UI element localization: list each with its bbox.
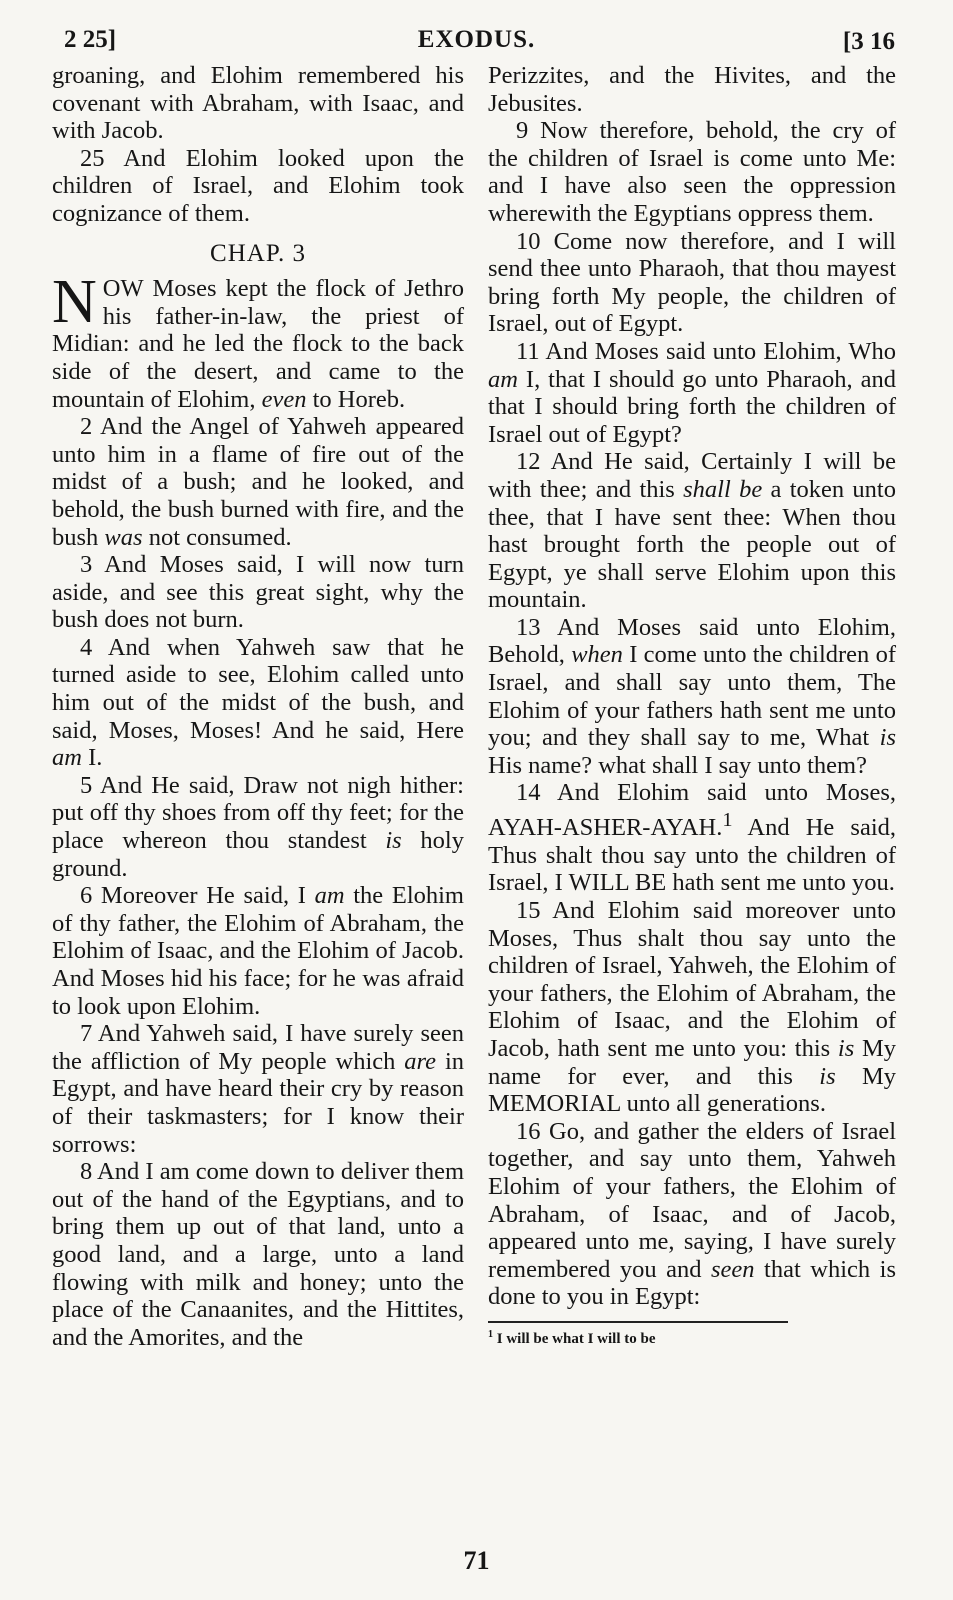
verse-7-italic: are	[404, 1047, 437, 1075]
divine-name: AYAH-ASHER-AYAH.	[488, 814, 723, 842]
chapter-heading: CHAP. 3	[210, 239, 306, 267]
verse-5-text: 5 And He said, Draw not nigh hither: put off thy shoes from off thy feet; for the place whereon thou standest	[52, 771, 464, 855]
verse-15-italic-2: is	[819, 1062, 836, 1090]
continuation-text: groaning, and Elohim remembered his covenant with Abraham, with Isaac, and with Jacob.	[52, 62, 464, 145]
verse-14	[488, 779, 896, 897]
verse-6	[52, 882, 464, 1020]
verse-1-text: Moses kept the flock of Jethro his father-in-law, the priest of Midian: and he led the flock to the back side of the desert, and came to the mountain of Elohim,	[52, 275, 464, 413]
verse-15-end: My MEMORIAL unto all generations.	[488, 1062, 896, 1118]
header-book-title: EXODUS.	[417, 26, 536, 53]
verse-2	[52, 413, 464, 551]
verse-4-text: 4 And when Yahweh saw that he turned aside to see, Elohim called unto him out of the midst of the bush, and said, Moses, Moses! And he said, Here	[52, 633, 464, 744]
verse-13-italic-2: is	[879, 724, 896, 752]
verse-12-text: 12 And He said, Certainly I will be with thee; and this	[488, 448, 896, 503]
verse-14-end: And He said, Thus shalt thou say unto the children of Israel, I WILL BE hath sent me unto you.	[488, 814, 896, 897]
verse-1-caps: OW	[102, 275, 144, 303]
verse-16-end: that which is done to you in Egypt:	[488, 1255, 896, 1311]
verse-11-text: 11 And Moses said unto Elohim, Who	[516, 337, 896, 365]
verse-5	[52, 772, 464, 882]
verse-4-italic: am	[52, 744, 82, 772]
verse-11	[488, 338, 896, 448]
verse-2-end: not consumed.	[142, 523, 292, 551]
verse-7-text: 7 And Yahweh said, I have surely seen the affliction of My people which	[52, 1020, 464, 1075]
verse-25: 25 And Elohim looked upon the children of Israel, and Elohim took cognizance of them.	[52, 144, 464, 227]
verse-4	[52, 634, 464, 772]
verse-6-text: 6 Moreover He said, I	[80, 882, 315, 910]
verse-1-italic: even	[261, 385, 307, 413]
verse-11-end: I, that I should go unto Pharaoh, and that I should bring forth the children of Israel out of Egypt?	[488, 365, 896, 448]
verse-13-text: 13 And Moses said unto Elohim, Behold,	[488, 613, 896, 669]
footnote-number: 1	[488, 1328, 493, 1340]
verse-16	[488, 1118, 896, 1311]
running-header	[0, 22, 953, 62]
page-number: 71	[463, 1546, 490, 1575]
continuation-text-right: Perizzites, and the Hivites, and the Jebusites.	[488, 62, 896, 117]
verse-4-end: I.	[81, 744, 103, 772]
verse-9: 9 Now therefore, behold, the cry of the children of Israel is come unto Me: and I have also seen the oppression wherewith the Egyptians oppress them.	[488, 117, 896, 227]
verse-5-end: holy ground.	[52, 827, 464, 882]
verse-6-end: the Elohim of thy father, the Elohim of Abraham, the Elohim of Isaac, and the Elohim of Jacob. And Moses hid his face; for he was afraid to look upon Elohim.	[52, 882, 464, 1020]
verse-3: 3 And Moses said, I will now turn aside, and see this great sight, why the bush does not burn.	[52, 551, 464, 634]
verse-1-end: to Horeb.	[306, 385, 406, 413]
verse-2-italic: was	[104, 523, 143, 551]
right-column	[488, 62, 896, 1349]
verse-8: 8 And I am come down to deliver them out of the hand of the Egyptians, and to bring them up out of that land, unto a good land, and a large, unto a land flowing with milk and honey; unto the place of the Canaanites, and the Hittites, and the Amorites, and the	[52, 1158, 464, 1351]
verse-15	[488, 897, 896, 1118]
verse-6-italic: am	[314, 882, 345, 910]
footnote-text: I will be what I will to be	[493, 1330, 656, 1347]
footnote-marker[interactable]: 1	[722, 809, 733, 832]
verse-15-mid: My name for ever, and this	[488, 1034, 896, 1090]
verse-12	[488, 448, 896, 614]
verse-15-italic-1: is	[837, 1034, 855, 1062]
verse-13	[488, 614, 896, 780]
verse-15-text: 15 And Elohim said moreover unto Moses, Thus shalt thou say unto the children of Israel, Yahweh, the Elohim of your fathers, the Elohim of Abraham, the Elohim of Isaac, and the Elohim of Jacob, hath sent me unto you: this	[488, 896, 896, 1062]
verse-1	[52, 268, 464, 413]
header-chapter-verse-start: 2 25]	[64, 26, 117, 53]
verse-13-end: His name? what shall I say unto them?	[488, 751, 867, 779]
verse-7	[52, 1020, 464, 1158]
verse-2-text: 2 And the Angel of Yahweh appeared unto him in a flame of fire out of the midst of a bush; and he looked, and behold, the bush burned with fire, and the bush	[52, 413, 464, 551]
verse-7-end: in Egypt, and have heard their cry by reason of their taskmasters; for I know their sorrows:	[52, 1047, 465, 1158]
drop-cap: N	[52, 268, 97, 337]
footnote-divider	[488, 1321, 788, 1323]
footnote	[488, 1325, 896, 1349]
verse-5-italic: is	[385, 827, 402, 855]
verse-10: 10 Come now therefore, and I will send thee unto Pharaoh, that thou mayest bring forth My people, the children of Israel, out of Egypt.	[488, 227, 896, 338]
verse-12-end: a token unto thee, that I have sent thee: When thou hast brought forth the people out of Egypt, ye shall serve Elohim upon this mountain.	[488, 475, 896, 614]
verse-11-italic: am	[488, 365, 518, 393]
verse-13-italic-1: when	[571, 641, 623, 669]
header-chapter-verse-end: [3 16	[842, 28, 895, 55]
left-column	[52, 62, 464, 1351]
verse-16-italic: seen	[711, 1255, 755, 1283]
verse-16-text: 16 Go, and gather the elders of Israel together, and say unto them, Yahweh Elohim of your fathers, the Elohim of Abraham, of Isaac, and of Jacob, appeared unto me, saying, I have surely remembered you and	[488, 1117, 896, 1283]
verse-14-text: 14 And Elohim said unto Moses,	[516, 779, 896, 807]
verse-13-mid: I come unto the children of Israel, and shall say unto them, The Elohim of your fathers hath sent me unto you; and they shall say to me, What	[488, 641, 896, 752]
verse-12-italic: shall be	[683, 475, 763, 503]
